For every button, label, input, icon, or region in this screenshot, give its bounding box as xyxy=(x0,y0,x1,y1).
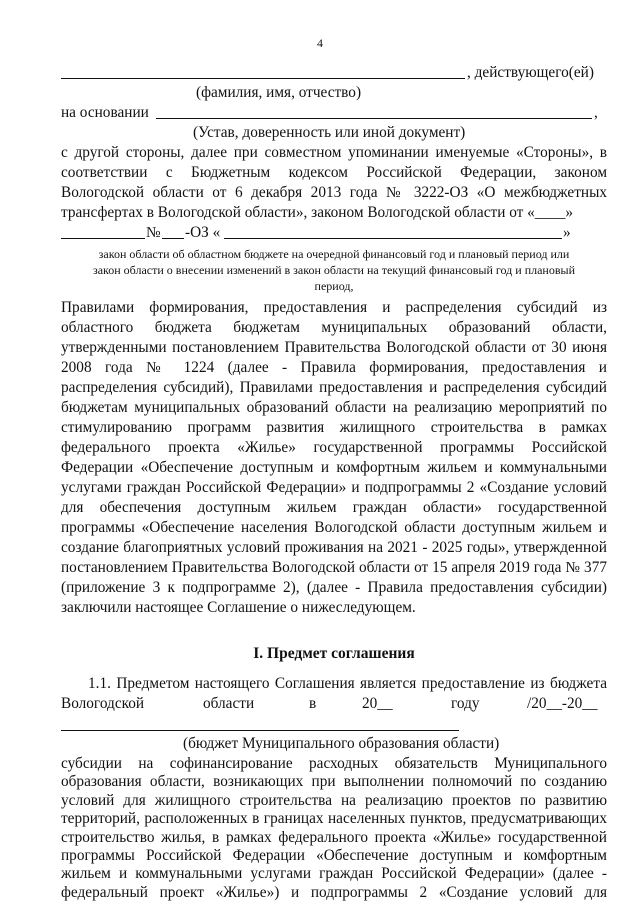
paragraph-line: 2008 года № 1224 (далее - Правила формирования, предоставления и xyxy=(61,359,607,376)
acting-suffix: , действующего(ей) xyxy=(467,64,594,81)
clause-word: /20__-20__ xyxy=(527,695,598,712)
paragraph-line: с другой стороны, далее при совместном упоминании именуемые «Стороны», в xyxy=(61,144,607,161)
paragraph-line: утвержденными постановлением Правительства Вологодской области от 30 июня xyxy=(61,339,607,356)
paragraph-line: строительство жилья, в рамках федерального проекта «Жилье» государственной xyxy=(61,828,607,846)
paragraph-line: (приложение 3 к подпрограмме 2), (далее - Правила предоставления субсидии) xyxy=(61,579,607,596)
law-note-line: период, xyxy=(314,279,354,293)
section-heading: I. Предмет соглашения xyxy=(253,645,415,662)
basis-prefix: на основании xyxy=(61,104,149,121)
paragraph-line: областного бюджета бюджетам муниципальных образований области, xyxy=(61,319,607,336)
paragraph-line: территорий, расположенных в границах населенных пунктов, предусматривающих xyxy=(61,810,607,828)
clause-word: Вологодской xyxy=(61,695,145,712)
clause-word: году xyxy=(451,695,480,712)
paragraph-line: Правилами формирования, предоставления и распределения субсидий из xyxy=(61,299,607,316)
clause-word: 20__ xyxy=(362,695,393,712)
paragraph-line: образования области, возникающих при выполнении полномочий по созданию xyxy=(61,773,607,791)
paragraph-line: Вологодской области от 6 декабря 2013 года № 3222-ОЗ «О межбюджетных xyxy=(61,184,607,201)
paragraph-line: условий для жилищного строительства на реализацию проектов по развитию xyxy=(61,791,607,809)
paragraph-line: федерального проекта «Жилье» государственной программы Российской xyxy=(61,439,607,456)
paragraph-line: стимулированию программ развития жилищного строительства в рамках xyxy=(61,419,607,436)
budget-caption: (бюджет Муниципального образования области) xyxy=(183,735,500,752)
law-note-line: закон области о внесении изменений в закон области на текущий финансовый год и плановый xyxy=(92,263,576,277)
law-note-line: закон области об областном бюджете на очередной финансовый год и плановый период или xyxy=(98,247,570,261)
law-number-sign: № xyxy=(146,224,161,241)
paragraph-line: создание благоприятных условий проживания на 2021 - 2025 годы», утвержденной xyxy=(61,539,607,556)
paragraph-line: услугами граждан Российской Федерации» и подпрограммы 2 «Создание условий xyxy=(61,479,607,496)
paragraph-line: программы «Обеспечение населения Вологодской области доступным жильем и xyxy=(61,519,607,536)
law-close-quote: » xyxy=(563,224,571,241)
paragraph-line: для обеспечения доступным жильем граждан области» государственной xyxy=(61,499,607,516)
paragraph-line: трансфертах в Вологодской области», законом Вологодской области от «____» xyxy=(61,204,574,221)
paragraph-line: жильем и коммунальными услугами граждан Российской Федерации» (далее - xyxy=(61,865,607,883)
paragraph-line: постановлением Правительства Вологодской области от 15 апреля 2019 года № 377 xyxy=(61,559,607,576)
clause-word: области xyxy=(203,695,255,712)
law-number-underline xyxy=(162,238,184,239)
paragraph-line: заключили настоящее Соглашение о нижеследующем. xyxy=(61,599,416,616)
basis-suffix: , xyxy=(594,104,598,121)
law-date-underline xyxy=(61,238,145,239)
law-title-underline xyxy=(224,238,562,239)
paragraph-line: федеральный проект «Жилье») и подпрограммы 2 «Создание условий для xyxy=(61,883,607,901)
law-oz: -ОЗ « xyxy=(185,224,221,241)
clause-word: в xyxy=(309,695,317,712)
paragraph-line: распределения субсидий), Правилами предоставления и распределения субсидий xyxy=(61,379,607,396)
fio-caption: (фамилия, имя, отчество) xyxy=(196,84,362,101)
paragraph-line: бюджетам муниципальных образований области на реализацию мероприятий по xyxy=(61,399,607,416)
fio-underline xyxy=(61,78,465,79)
page-number: 4 xyxy=(317,36,323,50)
clause-line: 1.1. Предметом настоящего Соглашения является предоставление из бюджета xyxy=(88,675,607,692)
paragraph-line: программы Российской Федерации «Обеспечение доступным и комфортным xyxy=(61,846,607,864)
budget-underline xyxy=(61,730,459,731)
paragraph-line: соответствии с Бюджетным кодексом Российской Федерации, законом xyxy=(61,164,607,181)
paragraph-line: Федерации «Обеспечение доступным и комфортным жильем и коммунальными xyxy=(61,459,607,476)
basis-underline xyxy=(156,118,592,119)
paragraph-line: субсидии на софинансирование расходных обязательств Муниципального xyxy=(61,755,607,772)
basis-caption: (Устав, доверенность или иной документ) xyxy=(193,124,466,141)
